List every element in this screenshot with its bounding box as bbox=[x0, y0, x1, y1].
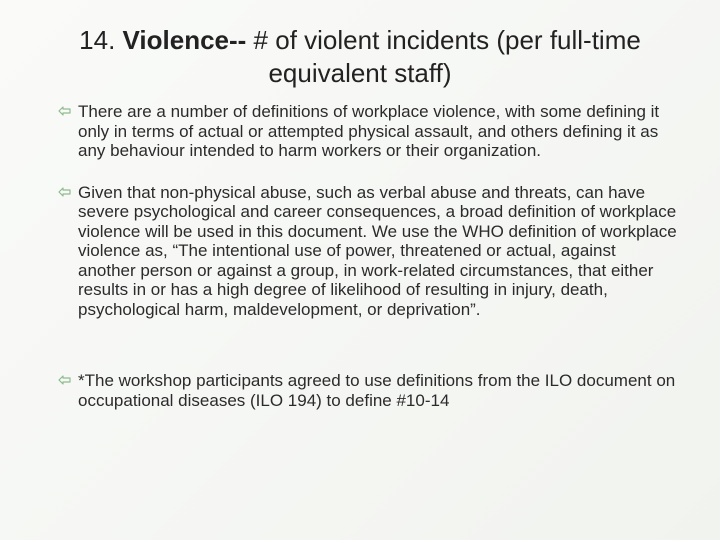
bullet-text: There are a number of definitions of workplace violence, with some defining it only in terms of actual or attempted physical assault, and others defining it as any behaviour intended to harm workers or their organization. bbox=[78, 102, 660, 160]
bullet-item bbox=[58, 371, 678, 410]
title-description: # of violent incidents (per full-time equivalent staff) bbox=[253, 25, 641, 88]
title-keyword: Violence bbox=[122, 25, 229, 55]
bullet-text: *The workshop participants agreed to use definitions from the ILO document on occupational diseases (ILO 194) to define #10-14 bbox=[78, 371, 676, 410]
bullet-item bbox=[58, 102, 678, 161]
hollow-arrow-bullet-icon bbox=[58, 186, 72, 198]
bullet-list bbox=[58, 102, 678, 410]
bullet-item bbox=[58, 183, 678, 320]
slide-title bbox=[40, 24, 680, 90]
hollow-arrow-bullet-icon bbox=[58, 374, 72, 386]
bullet-text: Given that non-physical abuse, such as verbal abuse and threats, can have severe psychological and career consequences, a broad definition of workplace violence will be used in this document. We use the WHO definition of workplace violence as, “The intentional use of power, threatened or actual, against another person or against a group, in work-related circumstances, that either results in or has a high degree of likelihood of resulting in injury, death, psychological harm, maldevelopment, or deprivation”. bbox=[78, 182, 677, 319]
title-dash: -- bbox=[229, 25, 254, 55]
title-number: 14. bbox=[79, 25, 123, 55]
hollow-arrow-bullet-icon bbox=[58, 105, 72, 117]
